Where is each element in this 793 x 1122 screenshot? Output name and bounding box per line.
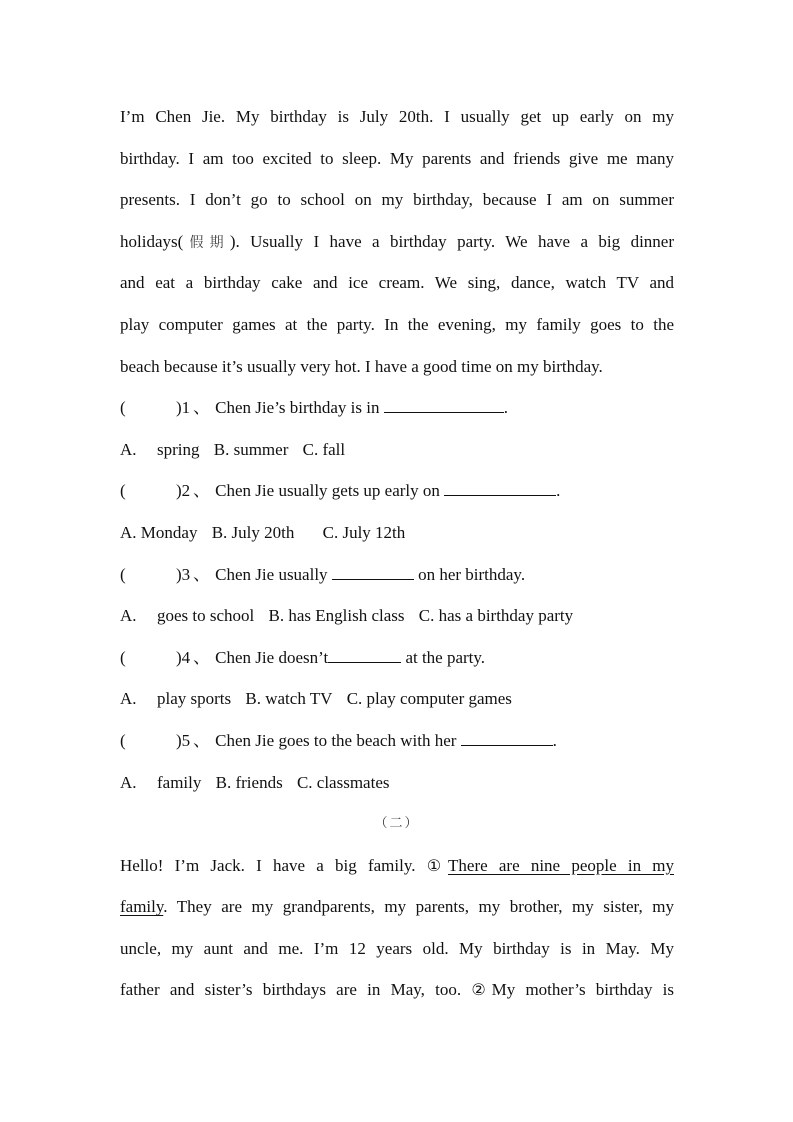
question-3-options bbox=[120, 595, 674, 637]
reading-passage-1 bbox=[120, 96, 674, 387]
question-4-options bbox=[120, 678, 674, 720]
passage-text: . They are my grandparents, my parents, my brother, my sister, my bbox=[163, 897, 674, 917]
question-stem: Chen Jie usually gets up early on bbox=[215, 481, 445, 501]
fill-in-blank[interactable] bbox=[444, 481, 556, 496]
question-stem: Chen Jie goes to the beach with her bbox=[215, 730, 461, 750]
option-letter: A. bbox=[120, 522, 137, 542]
question-number: 5 bbox=[181, 730, 191, 750]
passage-line: uncle, my aunt and me. I’m 12 years old. My birthday is in May. My bbox=[120, 938, 674, 958]
option-a[interactable] bbox=[120, 678, 231, 720]
underlined-sentence: family bbox=[120, 897, 164, 917]
fill-in-blank[interactable] bbox=[332, 565, 414, 580]
option-a[interactable] bbox=[120, 762, 201, 804]
question-stem: Chen Jie doesn’t bbox=[215, 647, 329, 667]
passage-line bbox=[120, 969, 674, 1011]
question-stem-end: . bbox=[503, 398, 508, 418]
option-c[interactable]: C. has a birthday party bbox=[418, 606, 574, 626]
answer-paren-open: ( bbox=[120, 481, 126, 501]
fill-in-blank[interactable] bbox=[461, 731, 553, 746]
question-stem-end: at the party. bbox=[401, 647, 486, 667]
passage-text: holidays( bbox=[120, 231, 184, 251]
question-number: 3 bbox=[181, 564, 191, 584]
option-a[interactable] bbox=[120, 595, 254, 637]
passage-text: ). Usually I have a birthday party. We have a big dinner bbox=[229, 231, 674, 251]
passage-line: presents. I don’t go to school on my birthday, because I am on summer bbox=[120, 190, 674, 210]
option-c[interactable]: C. play computer games bbox=[346, 689, 512, 709]
option-text: family bbox=[157, 772, 202, 792]
passage-line bbox=[120, 221, 674, 263]
question-separator: 、 bbox=[193, 481, 211, 501]
question-stem-end: . bbox=[556, 481, 561, 501]
answer-paren-open: ( bbox=[120, 730, 126, 750]
answer-paren-open: ( bbox=[120, 564, 126, 584]
question-4 bbox=[120, 637, 674, 679]
question-stem-end: on her birthday. bbox=[413, 564, 526, 584]
answer-paren-open: ( bbox=[120, 647, 126, 667]
circled-one-marker: ① bbox=[426, 855, 449, 875]
worksheet-page bbox=[120, 96, 674, 1011]
passage-line: I’m Chen Jie. My birthday is July 20th. I usually get up early on my bbox=[120, 107, 674, 126]
question-1-options bbox=[120, 429, 674, 471]
answer-paren-open: ( bbox=[120, 398, 126, 418]
answer-paren-close: ) bbox=[176, 481, 182, 501]
option-letter: A. bbox=[120, 439, 137, 459]
fill-in-blank[interactable] bbox=[384, 398, 504, 413]
answer-paren-close: ) bbox=[176, 564, 182, 584]
passage-line bbox=[120, 886, 674, 928]
question-separator: 、 bbox=[193, 398, 211, 418]
passage-text: Hello! I’m Jack. I have a big family. bbox=[120, 855, 427, 875]
option-c[interactable]: C. classmates bbox=[296, 772, 390, 792]
question-number: 4 bbox=[181, 647, 191, 667]
option-b[interactable]: B. has English class bbox=[268, 606, 405, 626]
passage-text: My mother’s birthday is bbox=[491, 980, 674, 1000]
chinese-gloss: 假期 bbox=[183, 234, 230, 251]
question-separator: 、 bbox=[193, 730, 211, 750]
option-b[interactable]: B. summer bbox=[213, 439, 289, 459]
question-separator: 、 bbox=[193, 564, 211, 584]
option-text: Monday bbox=[140, 522, 198, 542]
passage-line bbox=[120, 845, 674, 887]
option-b[interactable]: B. friends bbox=[215, 772, 283, 792]
option-c[interactable]: C. July 12th bbox=[322, 522, 406, 542]
passage-line: birthday. I am too excited to sleep. My parents and friends give me many bbox=[120, 148, 674, 168]
question-separator: 、 bbox=[193, 647, 211, 667]
option-b[interactable]: B. watch TV bbox=[245, 689, 333, 709]
question-stem-end: . bbox=[552, 730, 557, 750]
option-letter: A. bbox=[120, 772, 137, 792]
option-text: play sports bbox=[157, 689, 232, 709]
passage-line: and eat a birthday cake and ice cream. We sing, dance, watch TV and bbox=[120, 273, 674, 293]
option-a[interactable] bbox=[120, 429, 200, 471]
option-text: spring bbox=[157, 439, 200, 459]
section-title: （二） bbox=[374, 816, 420, 832]
question-stem: Chen Jie’s birthday is in bbox=[215, 398, 384, 418]
option-letter: A. bbox=[120, 689, 137, 709]
question-1 bbox=[120, 387, 674, 429]
question-2-options bbox=[120, 512, 674, 554]
question-number: 2 bbox=[181, 481, 191, 501]
fill-in-blank[interactable] bbox=[328, 648, 401, 663]
answer-paren-close: ) bbox=[176, 398, 182, 418]
question-5 bbox=[120, 720, 674, 762]
circled-two-marker: ② bbox=[471, 980, 492, 1000]
passage-text: father and sister’s birthdays are in May, too. bbox=[120, 980, 472, 1000]
question-3 bbox=[120, 554, 674, 596]
reading-passage-2 bbox=[120, 845, 674, 1011]
question-stem: Chen Jie usually bbox=[215, 564, 332, 584]
underlined-sentence: There are nine people in my bbox=[448, 855, 674, 875]
option-b[interactable]: B. July 20th bbox=[211, 522, 295, 542]
passage-line: play computer games at the party. In the evening, my family goes to the bbox=[120, 314, 674, 334]
question-list bbox=[120, 387, 674, 803]
answer-paren-close: ) bbox=[176, 730, 182, 750]
answer-paren-close: ) bbox=[176, 647, 182, 667]
option-text: goes to school bbox=[157, 606, 255, 626]
option-c[interactable]: C. fall bbox=[302, 439, 346, 459]
question-number: 1 bbox=[181, 398, 191, 418]
passage-line: beach because it’s usually very hot. I have a good time on my birthday. bbox=[120, 356, 603, 376]
option-a[interactable] bbox=[120, 512, 197, 554]
question-2 bbox=[120, 470, 674, 512]
option-letter: A. bbox=[120, 606, 137, 626]
question-5-options bbox=[120, 762, 674, 804]
